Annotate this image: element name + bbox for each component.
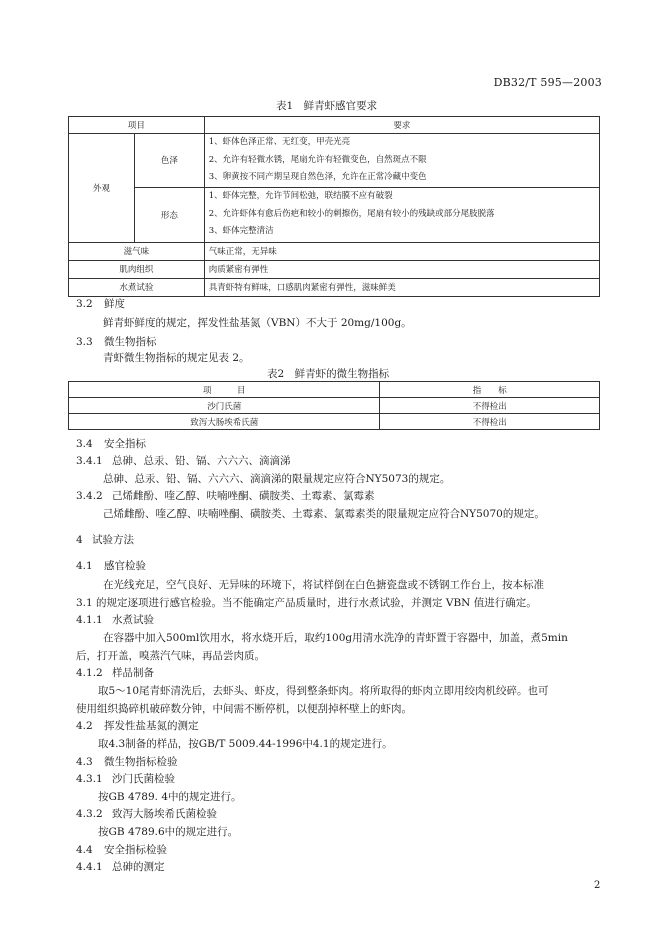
section-4-3-1-heading: 4.3.1 沙门氏菌检验 — [76, 773, 175, 785]
section-3-3-text: 青虾微生物指标的规定见表 2。 — [103, 352, 250, 364]
table-cell: 肉质紧密有弹性 — [204, 260, 599, 278]
section-3-4-2-text: 己烯雌酚、喹乙醇、呋喃唑酮、磺胺类、土霉素、氯霉素类的限量规定应符合NY5070的规定。 — [103, 508, 545, 520]
table-cell: 气味正常，无异味 — [204, 242, 599, 260]
section-3-4-2-heading: 3.4.2 己烯雌酚、喹乙醇、呋喃唑酮、磺胺类、土霉素、氯霉素 — [76, 490, 375, 502]
section-4-1-text-line1: 在光线充足，空气良好、无异味的环境下，将试样倒在白色搪瓷盘或不锈钢工作台上，按本标准 — [103, 579, 544, 591]
color-line-1: 1、虾体色泽正常、无红变，甲壳光亮 — [208, 137, 351, 147]
color-requirements — [204, 134, 599, 188]
section-4-1-text-line2: 3.1 的规定逐项进行感官检验。当不能确定产品质量时，进行水煮试验，并测定 VBN 值进行确定。 — [76, 597, 537, 609]
shape-line-2: 2、允许虾体有愈后伤疤和较小的刺擦伤，尾扇有较小的残缺或部分尾肢脱落 — [208, 208, 495, 219]
microbial-indicators-table — [68, 381, 600, 430]
section-4-1-1-heading: 4.1.1 水煮试验 — [76, 614, 154, 626]
shape-line-3: 3、虾体完整清洁 — [208, 226, 274, 237]
section-4-2-heading: 4.2 挥发性盐基氮的测定 — [76, 720, 199, 732]
section-4-1-2-heading: 4.1.2 样品制备 — [76, 667, 154, 679]
table-row: 沙门氏菌 — [69, 398, 380, 414]
section-3-2-heading: 3.2 鲜度 — [76, 298, 125, 310]
table-cell: 不得检出 — [380, 398, 600, 414]
section-3-4-1-text: 总砷、总汞、铅、镉、六六六、滴滴涕的限量规定应符合NY5073的规定。 — [103, 473, 451, 485]
table1-header-requirement: 要求 — [204, 117, 599, 134]
section-4-1-1-text-line2: 后，打开盖，嗅蒸汽气味，再品尝肉质。 — [76, 650, 265, 662]
table-row: 滋气味 — [69, 242, 205, 260]
section-4-1-heading: 4.1 感官检验 — [76, 560, 146, 572]
section-4-3-2-text: 按GB 4789.6中的规定进行。 — [98, 826, 239, 838]
section-4-heading: 4 试验方法 — [76, 534, 134, 546]
page-number: 2 — [594, 880, 601, 891]
section-4-3-1-text: 按GB 4789. 4中的规定进行。 — [98, 791, 242, 803]
section-4-2-text: 取4.3制备的样品，按GB/T 5009.44-1996中4.1的规定进行。 — [98, 738, 393, 750]
table2-header-index: 指 标 — [380, 382, 600, 398]
table-row: 水煮试验 — [69, 278, 205, 296]
section-4-1-1-text-line1: 在容器中加入500ml饮用水，将水烧开后，取约100g用清水洗净的青虾置于容器中，加盖，煮5min — [103, 632, 568, 644]
shape-label: 形态 — [134, 187, 204, 242]
section-4-4-1-heading: 4.4.1 总砷的测定 — [76, 861, 165, 873]
table-cell: 不得检出 — [380, 414, 600, 430]
sensory-requirements-table — [68, 116, 600, 297]
section-4-4-heading: 4.4 安全指标检验 — [76, 844, 167, 856]
section-3-4-1-heading: 3.4.1 总砷、总汞、铅、镉、六六六、滴滴涕 — [76, 455, 291, 467]
table2-header-item: 项 目 — [69, 382, 380, 398]
section-4-1-2-text-line1: 取5～10尾青虾清洗后，去虾头、虾皮，得到整条虾肉。将所取得的虾肉立即用绞肉机绞碎。也可 — [98, 685, 549, 697]
section-3-4-heading: 3.4 安全指标 — [76, 438, 146, 450]
document-code: DB32/T 595—2003 — [493, 76, 602, 89]
table1-header-item: 项目 — [69, 117, 205, 134]
table-row: 肌肉组织 — [69, 260, 205, 278]
color-label: 色泽 — [134, 134, 204, 188]
table-cell: 具青虾特有鲜味，口感肌肉紧密有弹性，滋味鲜美 — [204, 278, 599, 296]
color-line-2: 2、允许有轻微水锈，尾扇允许有轻微变色，自然斑点不限 — [208, 154, 427, 165]
table1-caption: 表1 鲜青虾感官要求 — [276, 100, 378, 112]
appearance-label: 外观 — [69, 134, 135, 243]
section-4-1-2-text-line2: 使用组织捣碎机破碎数分钟，中间需不断停机，以便刮掉杯壁上的虾肉。 — [76, 703, 412, 715]
section-3-3-heading: 3.3 微生物指标 — [76, 336, 157, 348]
section-4-3-heading: 4.3 微生物指标检验 — [76, 756, 178, 768]
table2-caption: 表2 鲜青虾的微生物指标 — [267, 368, 390, 380]
table-row: 致泻大肠埃希氏菌 — [69, 414, 380, 430]
shape-line-1: 1、虾体完整，允许节间松弛，联结膜不应有破裂 — [208, 191, 393, 202]
color-line-3: 3、卵黄按不同产期呈现自然色泽，允许在正常冷藏中变色 — [208, 172, 427, 182]
section-3-2-text: 鲜青虾鲜度的规定，挥发性盐基氮（VBN）不大于 20mg/100g。 — [103, 317, 412, 329]
section-4-3-2-heading: 4.3.2 致泻大肠埃希氏菌检验 — [76, 808, 217, 820]
shape-requirements — [204, 187, 599, 242]
